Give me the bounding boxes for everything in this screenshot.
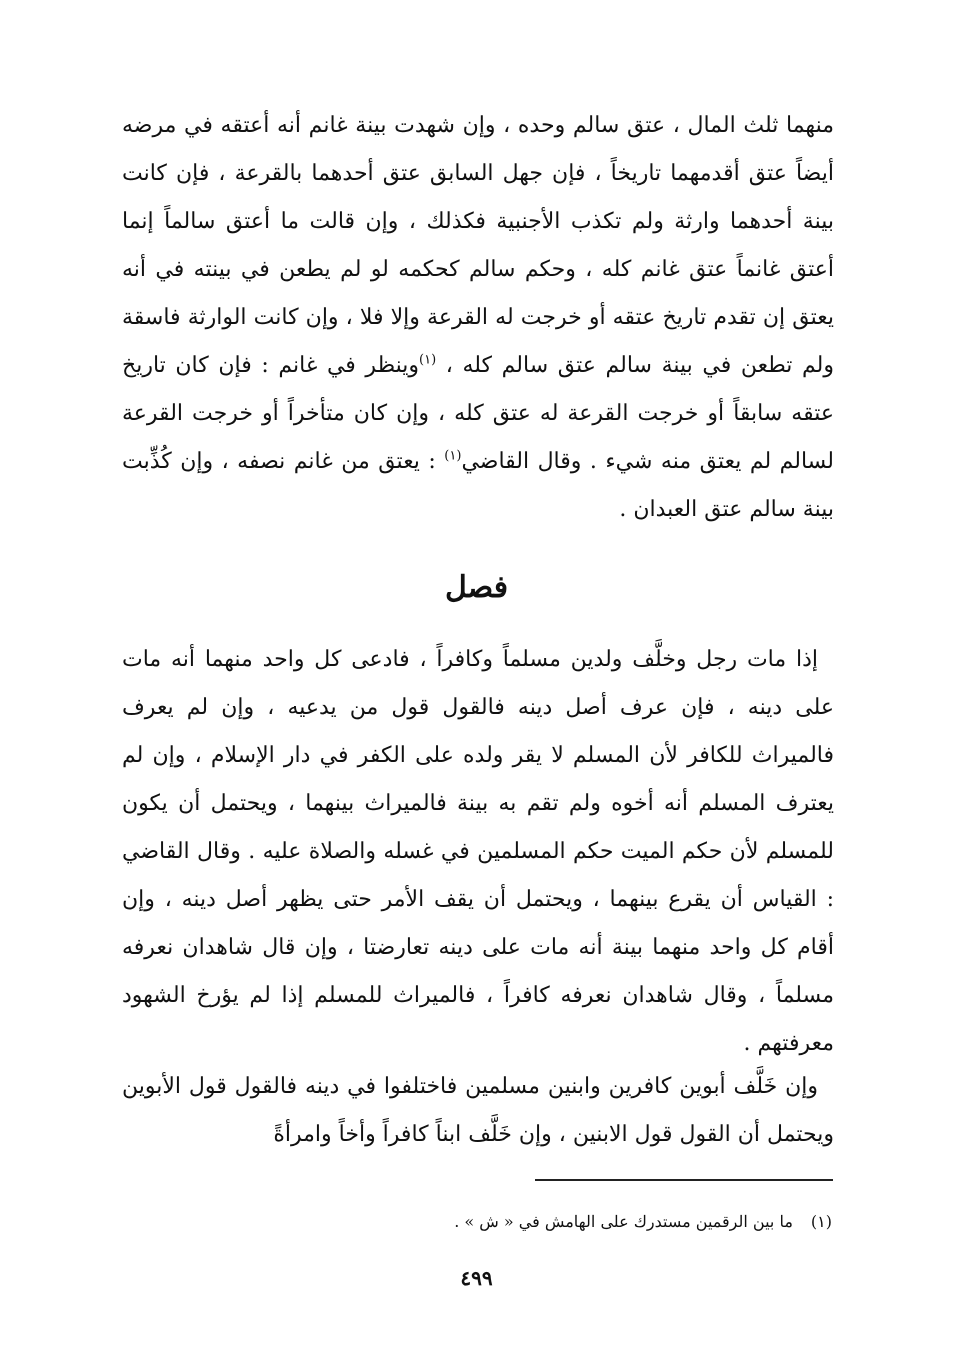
footnote-text: ما بين الرقمين مستدرك على الهامش في « ش » . <box>454 1212 793 1231</box>
footnote <box>300 1207 832 1237</box>
page-number: ٤٩٩ <box>460 1266 493 1290</box>
footnote-marker: (١) <box>419 352 437 368</box>
footnote-number: (١) <box>810 1212 832 1231</box>
footnote-marker: (١) <box>444 448 462 464</box>
section-heading: فصل <box>444 570 509 605</box>
paragraph-2: إذا مات رجل وخلَّف ولدين مسلماً وكافراً ، فادعى كل واحد منهما أنه مات على دينه ، فإن عرف أصل دينه فالقول قول من يدعيه ، وإن لم يعرف فالميراث للكافر لأن المسلم لا يقر ولده على الكفر في دار الإسلام ، وإن لم يعترف المسلم أنه أخوه ولم تقم به بينة فالميراث بينهما ، ويحتمل أن يكون للمسلم لأن حكم الميت حكم المسلمين في غسله والصلاة عليه . وقال القاضي : القياس أن يقرع بينهما ، ويحتمل أن يقف الأمر حتى يظهر أصل دينه ، وإن أقام كل واحد منهما بينة أنه مات على دينه تعارضتا ، وإن قال شاهدان نعرفه مسلماً ، وقال شاهدان نعرفه كافراً ، فالميراث للمسلم إذا لم يؤرخ الشهود معرفتهم . <box>122 647 834 1056</box>
paragraph-1-text-a: منهما ثلث المال ، عتق سالم وحده ، وإن شهدت بينة غانم أنه أعتقه في مرضه أيضاً عتق أقدمهما تاريخاً ، فإن جهل السابق عتق أحدهما بالقرعة ، فإن كانت بينة أحدهما وارثة ولم تكذب الأجنبية فكذلك ، وإن قالت ما أعتق سالماً إنما أعتق غانماً عتق غانم كله ، وحكم سالم كحكمه لو لم يطعن في بينته في أنه يعتق إن تقدم تاريخ عتقه أو خرجت له القرعة وإلا فلا ، وإن كانت الوارثة فاسقة ولم تطعن في بينة سالم عتق سالم كله ، <box>122 113 835 378</box>
paragraph-1-text-c: : يعتق من غانم نصفه ، وإن كُذِّبت بينة سالم عتق العبدان . <box>122 449 834 522</box>
footnote-divider <box>535 1179 833 1181</box>
paragraph-1 <box>122 102 834 534</box>
paragraph-1-text-b: وينظر في غانم : فإن كان تاريخ عتقه سابقاً أو خرجت القرعة له عتق كله ، وإن كان متأخراً أو خرجت القرعة لسالم لم يعتق منه شيء . وقال القاضي <box>122 353 835 474</box>
paragraph-3: وإن خَلَّف أبوين كافرين وابنين مسلمين فاختلفوا في دينه فالقول قول الأبوين ويحتمل أن القول قول الابنين ، وإن خَلَّف ابناً كافراً وأخاً وامرأةً <box>122 1074 834 1147</box>
